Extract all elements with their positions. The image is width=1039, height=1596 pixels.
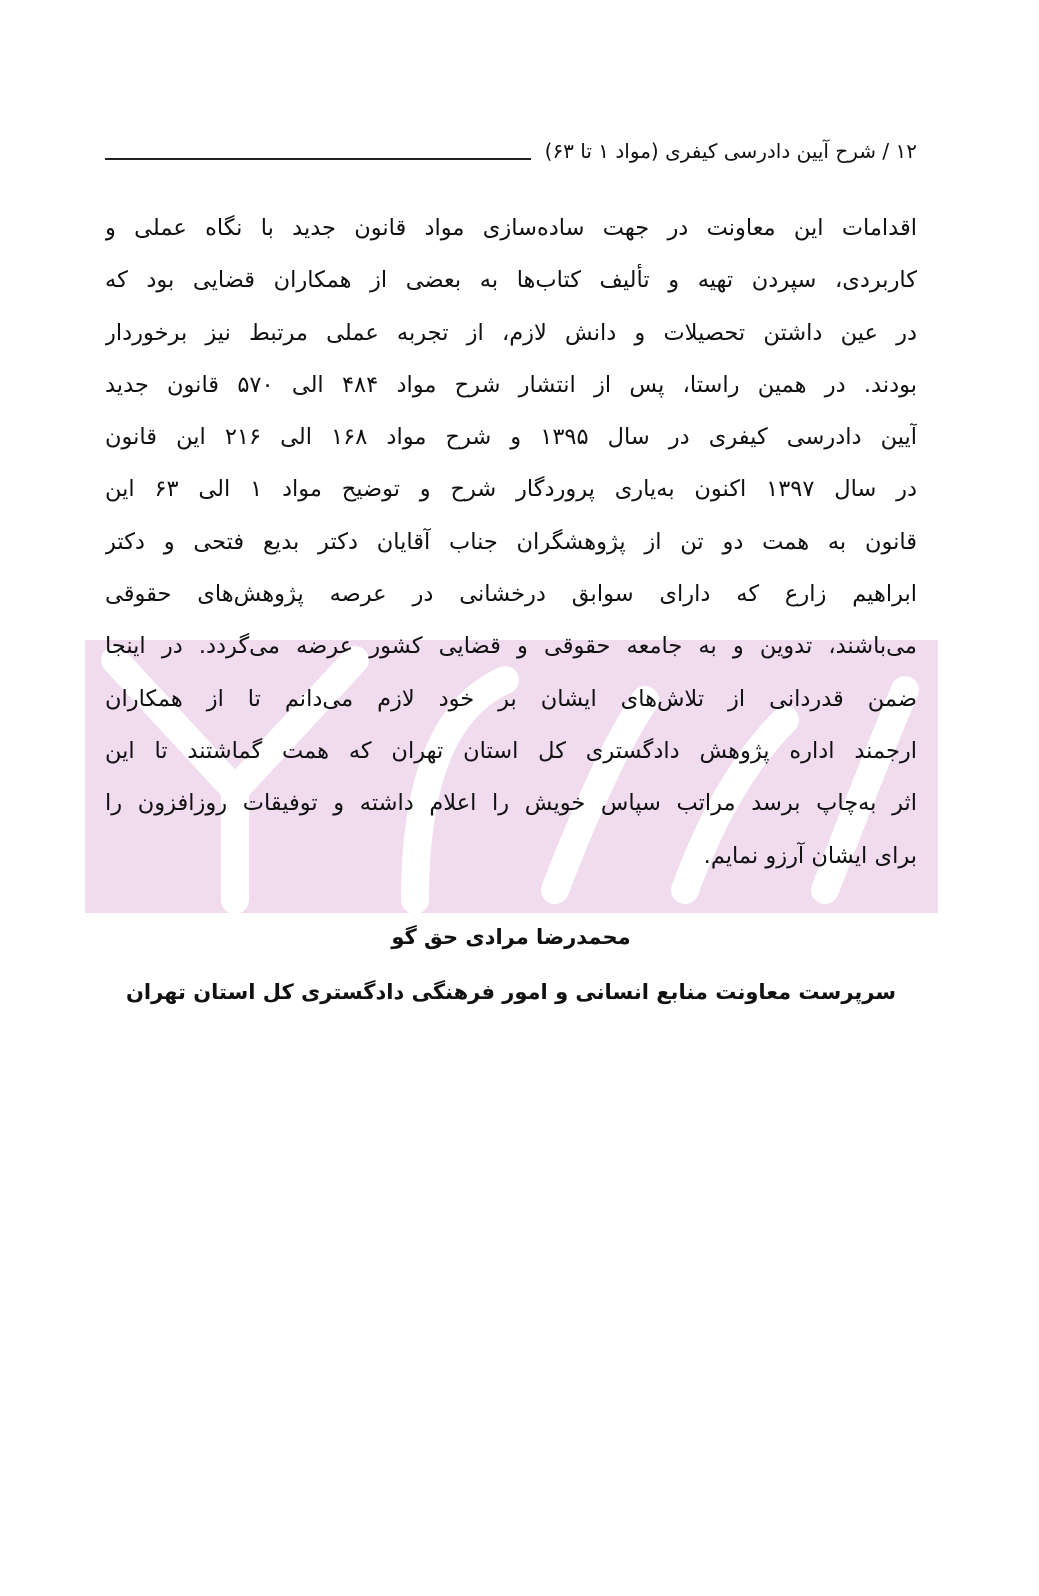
body-line: اقدامات این معاونت در جهت ساده‌سازی مواد قانون جدید با نگاه عملی و [105, 215, 917, 241]
header-rule [105, 158, 531, 160]
body-line: قانون به همت دو تن از پژوهشگران جناب آقایان دکتر بدیع فتحی و دکتر [105, 528, 917, 555]
signature-position: سرپرست معاونت منابع انسانی و امور فرهنگی دادگستری کل استان تهران [126, 980, 896, 1004]
body-line: ابراهیم زارع که دارای سوابق درخشانی در عرصه پژوهش‌های حقوقی [105, 581, 917, 608]
body-line: اثر به‌چاپ برسد مراتب سپاس خویش را اعلام داشته و توفیقات روزافزون را [105, 790, 917, 817]
body-line: می‌باشند، تدوین و به جامعه حقوقی و قضایی کشور عرضه می‌گردد. در اینجا [105, 633, 917, 660]
body-text [105, 202, 917, 882]
body-line: برای ایشان آرزو نمایم. [703, 842, 917, 869]
body-line: کاربردی، سپردن تهیه و تألیف کتاب‌ها به بعضی از همکاران قضایی بود که [105, 267, 917, 294]
page-header [105, 130, 917, 166]
body-line: ضمن قدردانی از تلاش‌های ایشان بر خود لازم می‌دانم تا از همکاران [105, 685, 917, 712]
body-line: آیین دادرسی کیفری در سال ۱۳۹۵ و شرح مواد ۱۶۸ الی ۲۱۶ این قانون [105, 424, 917, 451]
body-line: در عین داشتن تحصیلات و دانش لازم، از تجربه عملی مرتبط نیز برخوردار [105, 319, 917, 346]
body-line: بودند. در همین راستا، پس از انتشار شرح مواد ۴۸۴ الی ۵۷۰ قانون جدید [105, 371, 917, 398]
signature-name: محمدرضا مرادی حق گو [391, 925, 631, 949]
running-header-title: ۱۲ / شرح آیین دادرسی کیفری (مواد ۱ تا ۶۳) [544, 139, 917, 163]
body-line: در سال ۱۳۹۷ اکنون به‌یاری پروردگار شرح و توضیح مواد ۱ الی ۶۳ این [105, 476, 917, 503]
body-line: ارجمند اداره پژوهش دادگستری کل استان تهران که همت گماشتند تا این [105, 737, 917, 764]
